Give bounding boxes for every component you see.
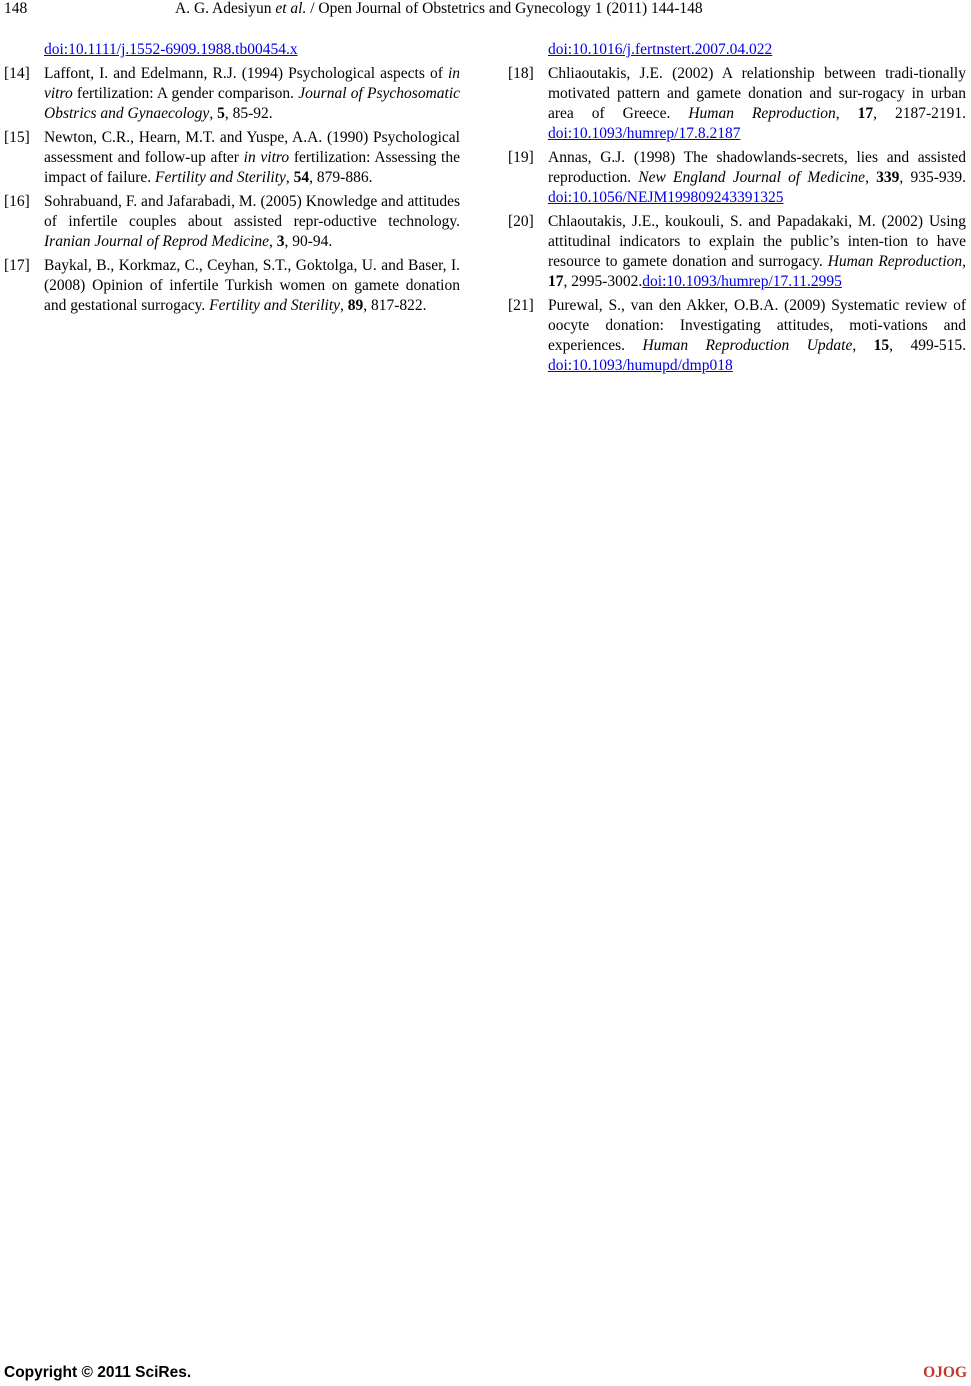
doi-link[interactable]: doi:10.1093/humupd/dmp018	[548, 357, 733, 374]
reference-entry	[508, 296, 966, 376]
reference-journal: Journal of Psychosomatic Obstrics and Gynaecology	[44, 85, 460, 122]
reference-authors-title: Sohrabuand, F. and Jafarabadi, M. (2005) Knowledge and attitudes of infertile couples about assisted repr-oductive technology.	[44, 193, 460, 230]
reference-number: [21]	[508, 297, 534, 314]
reference-authors-title: Chliaoutakis, J.E. (2002) A relationship between tradi-tionally motivated pattern and gamete donation and sur-rogacy in urban area of Greece.	[548, 65, 966, 122]
reference-volume: 89	[347, 297, 364, 314]
reference-text	[44, 257, 460, 314]
reference-text	[548, 213, 966, 290]
reference-text	[548, 297, 966, 374]
doi-link[interactable]: doi:10.1056/NEJM199809243391325	[548, 189, 784, 206]
reference-pages: , 935-939.	[899, 169, 966, 186]
left-column	[4, 40, 460, 320]
reference-italic-term: in vitro	[243, 149, 290, 166]
reference-number: [17]	[4, 257, 30, 274]
reference-title-cont: fertilization: A gender comparison.	[72, 85, 299, 102]
reference-separator: ,	[269, 233, 277, 250]
reference-volume: 17	[548, 273, 564, 290]
reference-journal: Human Reproduction	[688, 105, 836, 122]
reference-italic-term: in vitro	[44, 65, 460, 102]
reference-separator: ,	[865, 169, 877, 186]
reference-volume: 15	[873, 337, 890, 354]
reference-journal: Human Reproduction	[827, 253, 963, 270]
reference-journal: New England Journal of Medicine	[638, 169, 866, 186]
reference-separator: ,	[340, 297, 348, 314]
reference-volume: 54	[293, 169, 310, 186]
reference-text	[548, 149, 966, 206]
continued-reference-doi	[4, 40, 460, 60]
running-title-authors: A. G. Adesiyun	[175, 0, 272, 17]
reference-pages: , 90-94.	[284, 233, 333, 250]
reference-pages: , 817-822.	[363, 297, 427, 314]
reference-number: [16]	[4, 193, 30, 210]
reference-pages: , 2187-2191.	[873, 105, 966, 122]
doi-link[interactable]: doi:10.1111/j.1552-6909.1988.tb00454.x	[44, 41, 298, 58]
reference-pages: , 2995-3002.	[563, 273, 643, 290]
reference-number: [20]	[508, 213, 534, 230]
right-column	[508, 40, 966, 380]
reference-text	[548, 65, 966, 142]
reference-authors-title: Annas, G.J. (1998) The shadowlands-secrets, lies and assisted reproduction.	[548, 149, 966, 186]
reference-authors-title: Purewal, S., van den Akker, O.B.A. (2009) Systematic review of oocyte donation: Investigating attitudes, moti-vations and experiences.	[548, 297, 966, 354]
left-reference-list	[4, 64, 460, 316]
reference-separator: ,	[852, 337, 874, 354]
journal-abbreviation: OJOG	[923, 1364, 967, 1381]
reference-journal: Human Reproduction Update	[642, 337, 853, 354]
reference-entry	[4, 64, 460, 124]
reference-title-cont: fertilization: Assessing the impact of failure.	[44, 149, 460, 186]
reference-journal: Iranian Journal of Reprod Medicine	[44, 233, 269, 250]
reference-entry	[4, 128, 460, 188]
copyright-notice: Copyright © 2011 SciRes.	[4, 1364, 192, 1381]
reference-number: [18]	[508, 65, 534, 82]
reference-entry	[508, 212, 966, 292]
running-title-journal: / Open Journal of Obstetrics and Gynecology 1 (2011) 144-148	[310, 0, 703, 17]
reference-pages: , 879-886.	[309, 169, 373, 186]
doi-link[interactable]: doi:10.1016/j.fertnstert.2007.04.022	[548, 41, 773, 58]
doi-link[interactable]: doi:10.1093/humrep/17.8.2187	[548, 125, 741, 142]
doi-link[interactable]: doi:10.1093/humrep/17.11.2995	[642, 273, 842, 290]
reference-authors-title: Newton, C.R., Hearn, M.T. and Yuspe, A.A. (1990) Psychological assessment and follow-up after	[44, 129, 460, 166]
reference-separator: ,	[209, 105, 218, 122]
running-title-et-al: et al.	[275, 0, 307, 17]
reference-text	[44, 65, 460, 122]
page-footer	[0, 1362, 971, 1384]
page-number: 148	[4, 0, 28, 17]
running-title	[175, 0, 703, 18]
reference-authors-title: Laffont, I. and Edelmann, R.J. (1994) Psychological aspects of	[44, 65, 448, 82]
right-reference-list	[508, 64, 966, 376]
reference-text	[44, 193, 460, 250]
reference-authors-title: Baykal, B., Korkmaz, C., Ceyhan, S.T., Goktolga, U. and Baser, I. (2008) Opinion of infertile Turkish women on gamete donation and gestational surrogacy.	[44, 257, 460, 314]
reference-volume: 339	[876, 169, 900, 186]
reference-entry	[4, 192, 460, 252]
reference-volume: 3	[276, 233, 285, 250]
reference-pages: , 499-515.	[889, 337, 966, 354]
reference-separator: ,	[962, 253, 966, 270]
reference-volume: 17	[857, 105, 874, 122]
reference-journal: Fertility and Sterility	[155, 169, 286, 186]
reference-journal: Fertility and Sterility	[209, 297, 341, 314]
reference-separator: ,	[285, 169, 294, 186]
reference-entry	[4, 256, 460, 316]
reference-number: [15]	[4, 129, 30, 146]
reference-number: [19]	[508, 149, 534, 166]
reference-text	[44, 129, 460, 186]
reference-entry	[508, 148, 966, 208]
reference-pages: , 85-92.	[224, 105, 273, 122]
reference-entry	[508, 64, 966, 144]
page-header	[0, 0, 971, 22]
continued-reference-doi	[508, 40, 966, 60]
reference-volume: 5	[217, 105, 225, 122]
reference-number: [14]	[4, 65, 30, 82]
reference-separator: ,	[835, 105, 858, 122]
reference-authors-title: Chlaoutakis, J.E., koukouli, S. and Papadakaki, M. (2002) Using attitudinal indicators to explain the public’s inten-tion to have resource to gamete donation and surrogacy.	[548, 213, 966, 270]
